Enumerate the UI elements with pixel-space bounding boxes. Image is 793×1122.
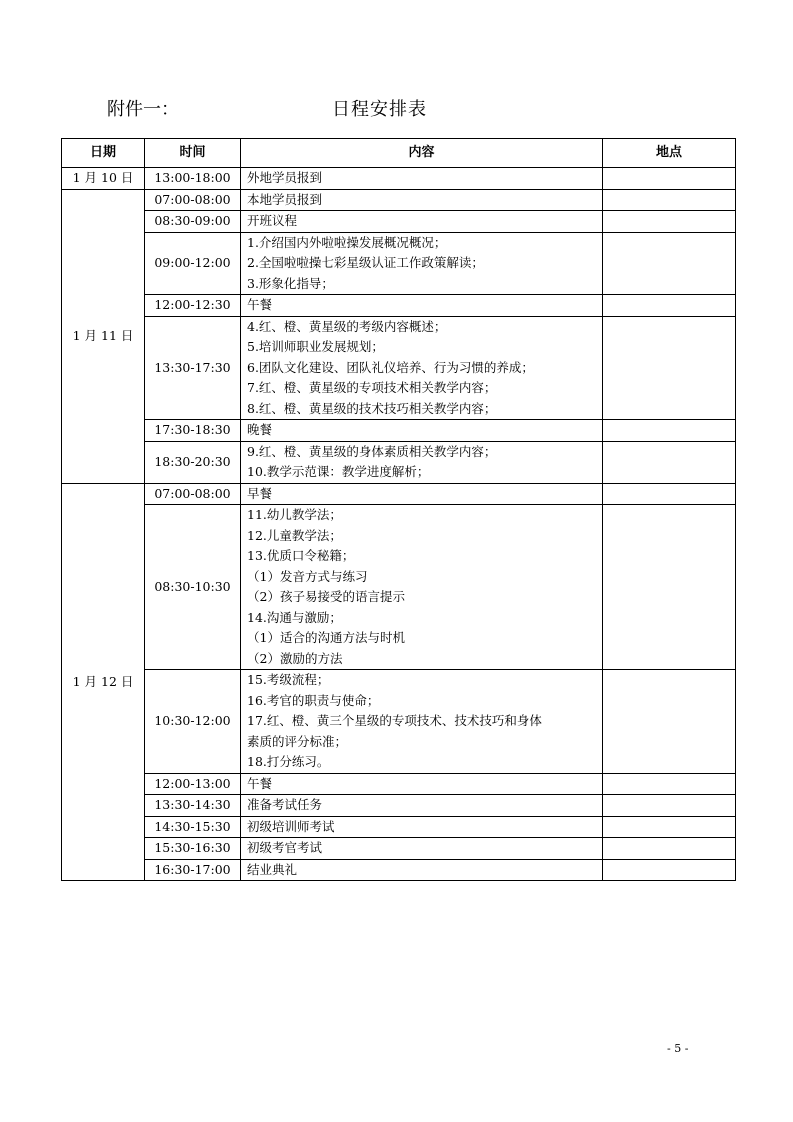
table-row <box>62 795 736 817</box>
schedule-body <box>62 168 736 881</box>
content-line: 7.红、橙、黄星级的专项技术相关教学内容； <box>247 380 497 395</box>
content-cell <box>241 816 603 838</box>
page-title: 日程安排表 <box>332 99 427 120</box>
time-cell: 13:00-18:00 <box>145 168 241 190</box>
content-line: 15.考级流程； <box>247 672 330 687</box>
table-row <box>62 232 736 295</box>
attachment-label: 附件一： <box>107 99 179 120</box>
content-line: 早餐 <box>247 485 273 501</box>
content-cell <box>241 505 603 670</box>
location-cell <box>603 505 736 670</box>
table-row <box>62 211 736 233</box>
location-cell <box>603 316 736 420</box>
column-header-date: 日期 <box>62 139 145 168</box>
table-row <box>62 189 736 211</box>
location-cell <box>603 838 736 860</box>
content-line: 2.全国啦啦操七彩星级认证工作政策解读； <box>247 255 484 270</box>
location-cell <box>603 795 736 817</box>
time-cell: 09:00-12:00 <box>145 232 241 295</box>
location-cell <box>603 211 736 233</box>
content-cell <box>241 211 603 233</box>
content-line: 9.红、橙、黄星级的身体素质相关教学内容； <box>247 443 497 459</box>
date-cell: 1 月 11 日 <box>62 189 145 483</box>
table-row <box>62 670 736 774</box>
time-cell: 07:00-08:00 <box>145 483 241 505</box>
location-cell <box>603 420 736 442</box>
time-cell: 13:30-17:30 <box>145 316 241 420</box>
content-line: 结业典礼 <box>247 861 298 877</box>
table-row <box>62 859 736 881</box>
content-line: 午餐 <box>247 297 273 312</box>
content-cell <box>241 168 603 190</box>
content-line: 晚餐 <box>247 422 273 437</box>
column-header-content: 内容 <box>241 139 603 168</box>
content-cell <box>241 295 603 317</box>
location-cell <box>603 670 736 774</box>
content-line: 13.优质口令秘籍； <box>247 548 355 563</box>
content-line: 本地学员报到 <box>247 191 323 207</box>
location-cell <box>603 168 736 190</box>
column-header-time: 时间 <box>145 139 241 168</box>
content-line: （1）适合的沟通方法与时机 <box>247 630 405 645</box>
time-cell: 16:30-17:00 <box>145 859 241 881</box>
content-line: 开班议程 <box>247 213 298 228</box>
table-row <box>62 505 736 670</box>
content-line: （1）发音方式与练习 <box>247 568 368 584</box>
content-cell <box>241 670 603 774</box>
content-cell <box>241 316 603 420</box>
content-line: 16.考官的职责与使命； <box>247 692 380 708</box>
table-row <box>62 483 736 505</box>
content-cell <box>241 483 603 505</box>
content-line: 14.沟通与激励； <box>247 609 342 625</box>
content-cell <box>241 838 603 860</box>
content-line: 初级考官考试 <box>247 840 323 855</box>
content-line: 17.红、橙、黄三个星级的专项技术、技术技巧和身体 <box>247 713 542 728</box>
content-line: 6.团队文化建设、团队礼仪培养、行为习惯的养成； <box>247 359 534 375</box>
content-line: 准备考试任务 <box>247 797 323 812</box>
content-line: 18.打分练习。 <box>247 754 330 769</box>
content-line: 外地学员报到 <box>247 170 323 185</box>
content-cell <box>241 420 603 442</box>
time-cell: 12:00-12:30 <box>145 295 241 317</box>
time-cell: 10:30-12:00 <box>145 670 241 774</box>
time-cell: 14:30-15:30 <box>145 816 241 838</box>
date-cell: 1 月 12 日 <box>62 483 145 881</box>
content-line: 11.幼儿教学法； <box>247 507 342 522</box>
time-cell: 07:00-08:00 <box>145 189 241 211</box>
content-cell <box>241 773 603 795</box>
table-row <box>62 316 736 420</box>
time-cell: 12:00-13:00 <box>145 773 241 795</box>
time-cell: 18:30-20:30 <box>145 441 241 483</box>
location-cell <box>603 189 736 211</box>
content-line: 素质的评分标准； <box>247 733 348 749</box>
table-row <box>62 295 736 317</box>
document-heading <box>0 95 793 125</box>
time-cell: 08:30-09:00 <box>145 211 241 233</box>
content-line: 8.红、橙、黄星级的技术技巧相关教学内容； <box>247 400 497 416</box>
time-cell: 17:30-18:30 <box>145 420 241 442</box>
time-cell: 15:30-16:30 <box>145 838 241 860</box>
content-line: 4.红、橙、黄星级的考级内容概述； <box>247 318 447 334</box>
content-line: 5.培训师职业发展规划； <box>247 339 384 354</box>
content-line: 1.介绍国内外啦啦操发展概况概况； <box>247 234 447 250</box>
content-line: （2）孩子易接受的语言提示 <box>247 589 405 604</box>
location-cell <box>603 483 736 505</box>
location-cell <box>603 859 736 881</box>
content-line: 10.教学示范课：教学进度解析； <box>247 464 430 479</box>
content-cell <box>241 441 603 483</box>
column-header-location: 地点 <box>603 139 736 168</box>
table-row <box>62 168 736 190</box>
table-row <box>62 441 736 483</box>
location-cell <box>603 441 736 483</box>
content-line: 12.儿童教学法； <box>247 527 342 543</box>
content-cell <box>241 795 603 817</box>
location-cell <box>603 773 736 795</box>
table-header-row <box>62 139 736 168</box>
content-line: 初级培训师考试 <box>247 818 335 834</box>
content-cell <box>241 189 603 211</box>
location-cell <box>603 232 736 295</box>
time-cell: 08:30-10:30 <box>145 505 241 670</box>
content-cell <box>241 859 603 881</box>
location-cell <box>603 295 736 317</box>
date-cell: 1 月 10 日 <box>62 168 145 190</box>
page-number: - 5 - <box>667 1042 689 1055</box>
table-row <box>62 773 736 795</box>
content-line: 午餐 <box>247 775 273 791</box>
table-row <box>62 816 736 838</box>
location-cell <box>603 816 736 838</box>
content-line: 3.形象化指导； <box>247 275 334 291</box>
time-cell: 13:30-14:30 <box>145 795 241 817</box>
schedule-table <box>61 138 736 881</box>
table-row <box>62 420 736 442</box>
content-line: （2）激励的方法 <box>247 650 343 666</box>
table-row <box>62 838 736 860</box>
content-cell <box>241 232 603 295</box>
